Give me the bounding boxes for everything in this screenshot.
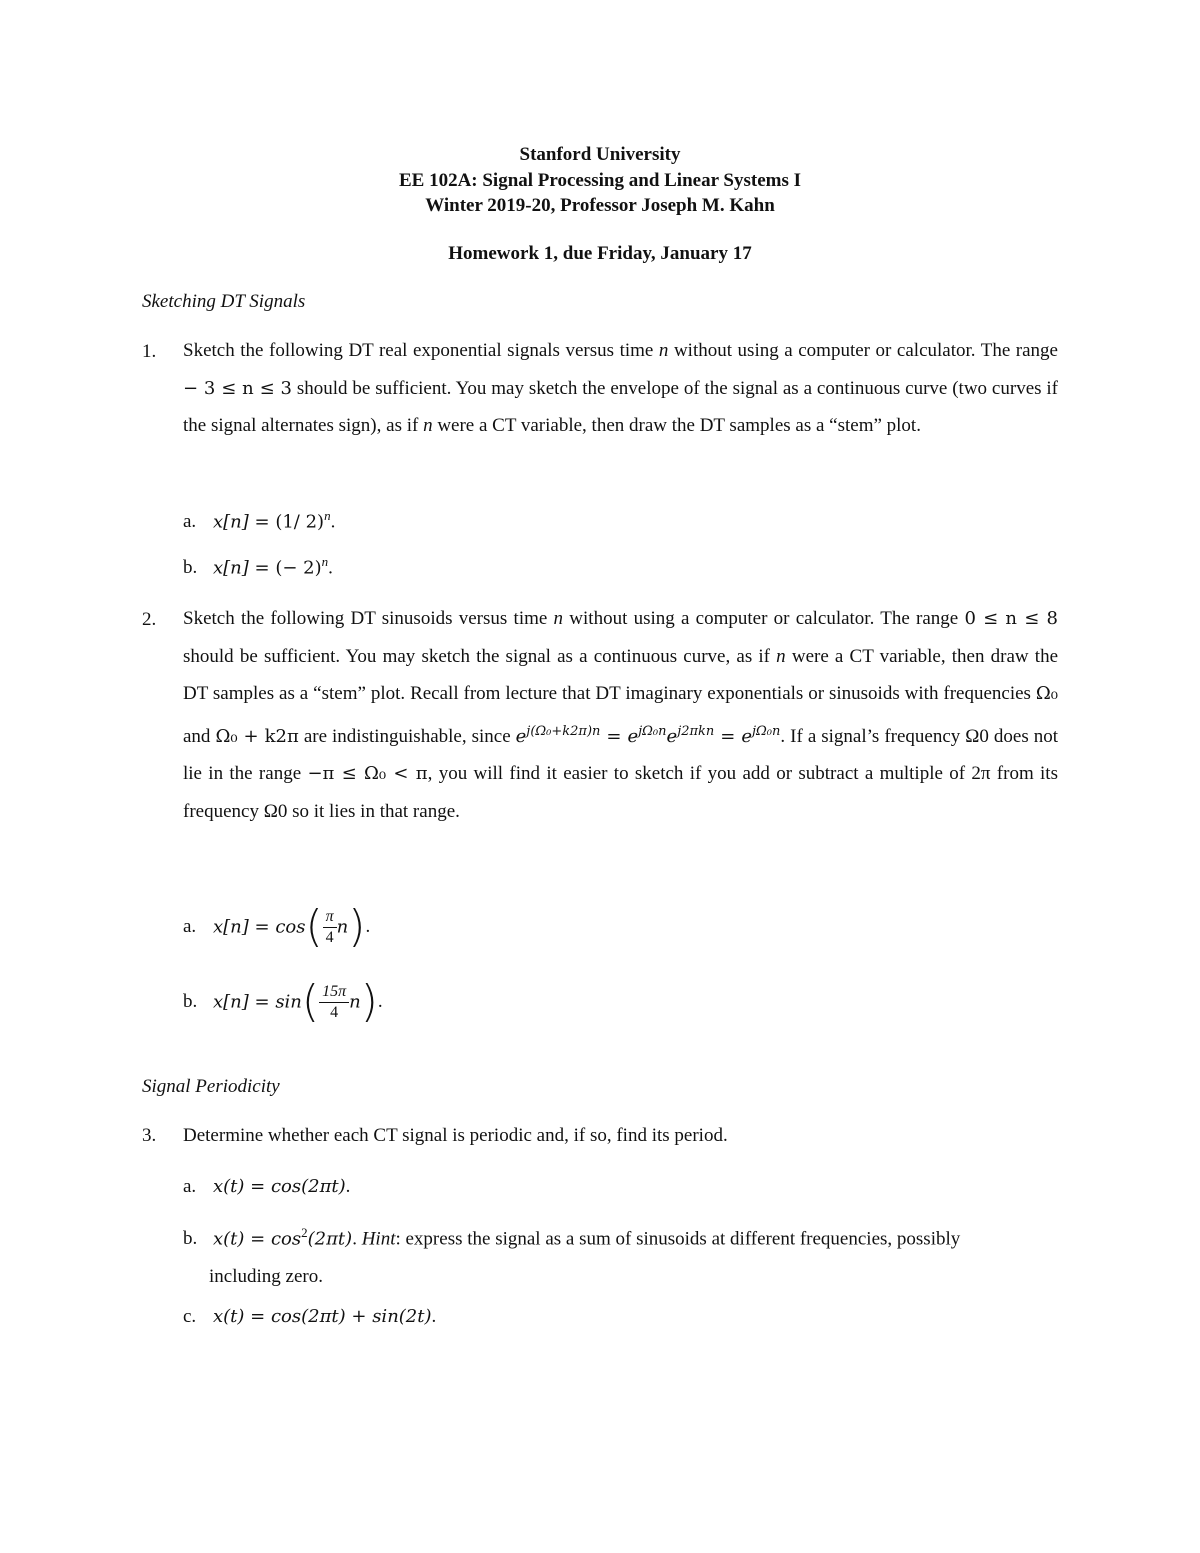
course-title: EE 102A: Signal Processing and Linear Systems I <box>398 170 802 191</box>
section-heading-sketching: Sketching DT Signals <box>142 291 306 312</box>
university-title: Stanford University <box>519 144 681 165</box>
problem-number-3: 3. <box>142 1125 157 1146</box>
problem-number-2: 2. <box>142 609 157 630</box>
problem-1a: a. x[n] = (1/ 2)$^n$. <box>183 508 336 533</box>
problem-3-text: Determine whether each CT signal is periodic and, if so, find its period. <box>183 1125 728 1146</box>
term-professor: Winter 2019-20, Professor Joseph M. Kahn <box>425 195 775 216</box>
range-expression-2: 0 ≤ n ≤ 8 <box>964 608 1058 629</box>
section-heading-periodicity: Signal Periodicity <box>142 1076 280 1097</box>
range-expression: − 3 ≤ n ≤ 3 <box>183 377 292 399</box>
problem-2-text: Sketch the following DT sinusoids versus time n without using a computer or calculator. The range 0 ≤ n ≤ 8 should be sufficient. You may sketch the signal as a continuous curve, as if n were a CT variable, then draw the DT samples as a “stem” plot. Recall from lecture that DT imaginary exponentials or sinusoids with frequencies Ω₀ and Ω₀ + k2π are indistinguishable, since $e^{j(\Omega_0+k2\pi)n} = e^{j\Omega_0n}e^{j2\pi kn} = e^{j\Omega_0n}$. If a signal’s frequency Ω0 does not lie in the range −π ≤ Ω₀ < π, you will find it easier to sketch if you add or subtract a multiple of 2π from its frequency Ω0 so it lies in that range. <box>183 608 1059 822</box>
homework-title: Homework 1, due Friday, January 17 <box>448 243 752 264</box>
fraction-pi-over-4: $\frac{\pi}{4}$ <box>323 909 337 946</box>
fraction-15pi-over-4: $\frac{15\pi}{4}$ <box>319 984 349 1021</box>
identity-equation: $e^{j(\Omega_0+k2\pi)n} = e^{j\Omega_0n}e^{j2\pi kn} = e^{j\Omega_0n}$ <box>515 723 781 747</box>
problem-1-text: Sketch the following DT real exponential signals versus time n without using a computer or calculator. The range − 3 ≤ n ≤ 3 should be sufficient. You may sketch the envelope of the signal as a continuous curve (two curves if the signal alternates sign), as if n were a CT variable, then draw the DT samples as a “stem” plot. <box>183 340 1059 436</box>
problem-2a: a. x[n] = cos( $\frac{\pi}{4}$ n). <box>183 901 371 952</box>
problem-3c: c. x(t) = cos(2πt) + sin(2t). <box>183 1306 437 1327</box>
problem-1b: b. x[n] = (− 2)$^n$. <box>183 554 333 579</box>
problem-3a: a. x(t) = cos(2πt). <box>183 1176 351 1197</box>
problem-3b-continued: including zero. <box>209 1266 323 1287</box>
problem-number-1: 1. <box>142 341 157 362</box>
problem-3b: b. $x(t) = \cos^2(2\pi t)$. Hint: express the signal as a sum of sinusoids at different frequencies, possibly <box>183 1225 961 1250</box>
problem-2b: b. x[n] = sin( $\frac{15\pi}{4}$ n). <box>183 976 383 1027</box>
